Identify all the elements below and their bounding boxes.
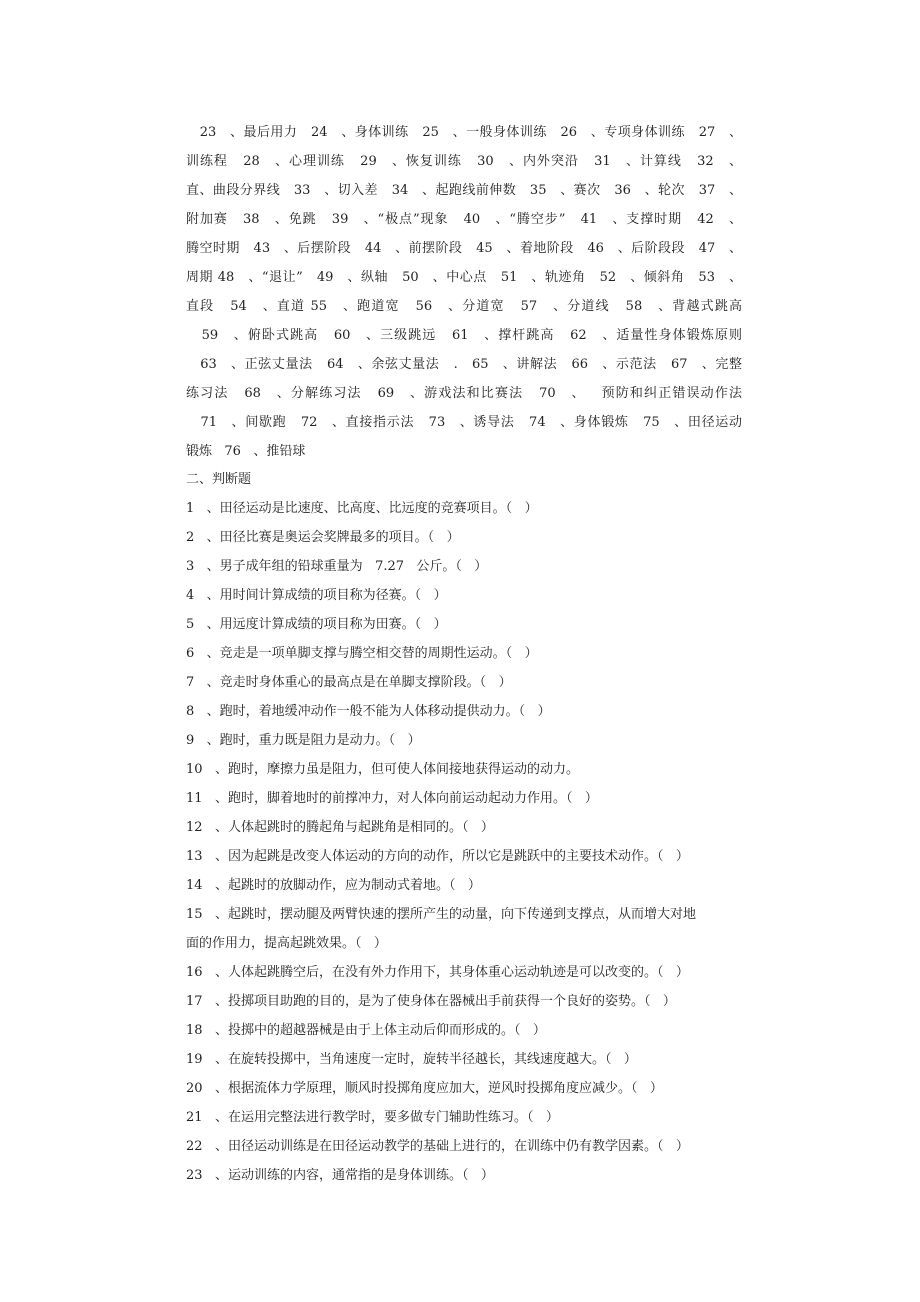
question-item: 3 、男子成年组的铅球重量为 7.27 公斤。（ ） [186,559,488,574]
section-title: 二、判断题 [186,472,252,487]
question-item: 5 、用远度计算成绩的项目称为田赛。（ ） [186,617,447,632]
terms-line: 腾空时期 43 、后摆阶段 44 、前摆阶段 45 、着地阶段 46 、后阶段段 47 、 [186,241,742,256]
terms-line: 71 、间歇跑 72 、直接指示法 73 、诱导法 74 、身体锻炼 75 、田径运动 [186,415,742,430]
question-item: 23 、运动训练的内容，通常指的是身体训练。（ ） [186,1168,494,1183]
question-item: 16 、人体起跳腾空后，在没有外力作用下，其身体重心运动轨迹是可以改变的。（ ） [186,965,689,980]
question-item: 19 、在旋转投掷中，当角速度一定时，旋转半径越长，其线速度越大。（ ） [186,1052,637,1067]
terms-line: 直、曲段分界线 33 、切入差 34 、起跑线前伸数 35 、赛次 36 、轮次 37 、 [186,183,742,198]
question-item: 11 、跑时，脚着地时的前撑冲力，对人体向前运动起动力作用。（ ） [186,791,598,806]
question-item: 22 、田径运动训练是在田径运动教学的基础上进行的，在训练中仍有教学因素。（ ） [186,1139,689,1154]
question-item: 2 、田径比赛是奥运会奖牌最多的项目。（ ） [186,530,460,545]
question-item: 10 、跑时，摩擦力虽是阻力，但可使人体间接地获得运动的动力。 [186,762,579,777]
question-item: 9 、跑时，重力既是阻力是动力。（ ） [186,733,421,748]
terms-line: 练习法 68 、分解练习法 69 、游戏法和比赛法 70 、 预防和纠正错误动作法 [186,386,742,401]
true-false-section [186,465,742,1190]
question-item: 12 、人体起跳时的腾起角与起跳角是相同的。（ ） [186,820,494,835]
terms-line: 直段 54 、直道 55 、跑道宽 56 、分道宽 57 、分道线 58 、背越式跳高 [186,299,742,314]
question-item: 1 、田径运动是比速度、比高度、比远度的竞赛项目。（ ） [186,501,538,516]
terms-line: 23 、最后用力 24 、身体训练 25 、一般身体训练 26 、专项身体训练 27 、 [186,125,742,140]
question-item: 8 、跑时，着地缓冲动作一般不能为人体移动提供动力。（ ） [186,704,551,719]
question-item: 14 、起跳时的放脚动作，应为制动式着地。（ ） [186,878,481,893]
terms-line: 周期 48 、“退让” 49 、纵轴 50 、中心点 51 、轨迹角 52 、倾斜角 53 、 [186,270,742,285]
terms-line: 63 、正弦丈量法 64 、余弦丈量法 . 65 、讲解法 66 、示范法 67 、完整 [186,357,742,372]
terms-list [186,118,742,466]
question-item: 21 、在运用完整法进行教学时，要多做专门辅助性练习。（ ） [186,1110,559,1125]
terms-line: 附加赛 38 、免跳 39 、“极点”现象 40 、“腾空步” 41 、支撑时期 42 、 [186,212,742,227]
question-item: 7 、竞走时身体重心的最高点是在单脚支撑阶段。（ ） [186,675,512,690]
question-item: 4 、用时间计算成绩的项目称为径赛。（ ） [186,588,447,603]
terms-line: 59 、俯卧式跳高 60 、三级跳远 61 、撑杆跳高 62 、适量性身体锻炼原则 [186,328,742,343]
question-item: 13 、因为起跳是改变人体运动的方向的动作，所以它是跳跃中的主要技术动作。（ ） [186,849,689,864]
question-item-continued: 面的作用力，提高起跳效果。（ ） [186,936,387,951]
question-item: 15 、起跳时，摆动腿及两臂快速的摆所产生的动量，向下传递到支撑点，从而增大对地 [186,907,696,922]
question-item: 17 、投掷项目助跑的目的，是为了使身体在器械出手前获得一个良好的姿势。（ ） [186,994,676,1009]
question-item: 6 、竞走是一项单脚支撑与腾空相交替的周期性运动。（ ） [186,646,538,661]
question-item: 20 、根据流体力学原理，顺风时投掷角度应加大，逆风时投掷角度应减少。（ ） [186,1081,663,1096]
question-item: 18 、投掷中的超越器械是由于上体主动后仰而形成的。（ ） [186,1023,546,1038]
terms-line: 训练程 28 、心理训练 29 、恢复训练 30 、内外突沿 31 、计算线 32 、 [186,154,742,169]
terms-line: 锻炼 76 、推铅球 [186,444,306,459]
